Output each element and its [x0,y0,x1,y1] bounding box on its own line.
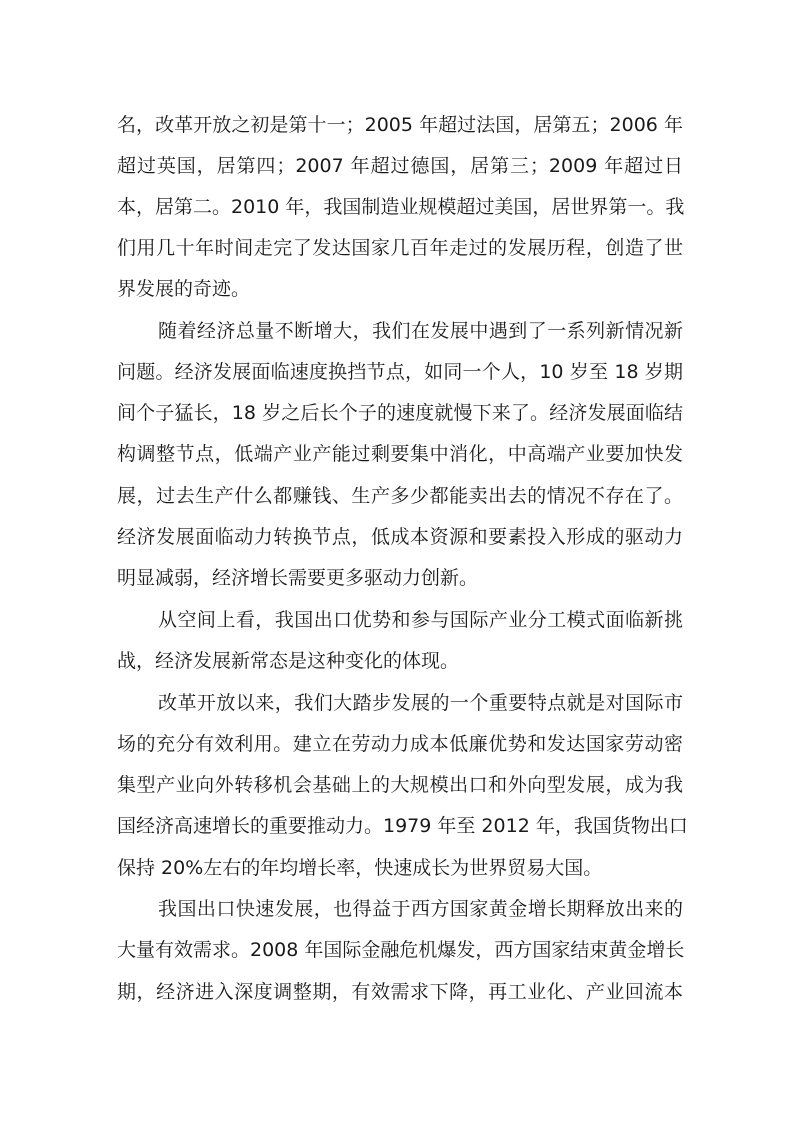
text-line: 大量有效需求。2008 年国际金融危机爆发，西方国家结束黄金增长 [117,939,685,961]
text-line: 经济发展面临动力转换节点，低成本资源和要素投入形成的驱动力 [117,526,683,548]
text-line: 构调整节点，低端产业产能过剩要集中消化，中高端产业要加快发 [117,443,683,465]
text-line: 间个子猛长，18 岁之后长个子的速度就慢下来了。经济发展面临结 [117,402,683,424]
text-line: 我国出口快速发展，也得益于西方国家黄金增长期释放出来的 [158,898,683,920]
text-line: 展，过去生产什么都赚钱、生产多少都能卖出去的情况不存在了。 [117,485,683,507]
text-line: 期，经济进入深度调整期，有效需求下降，再工业化、产业回流本 [117,981,683,1003]
text-line: 界发展的奇迹。 [117,278,251,300]
text-line: 国经济高速增长的重要推动力。1979 年至 2012 年，我国货物出口 [117,815,688,837]
text-line: 从空间上看，我国出口优势和参与国际产业分工模式面临新挑 [158,609,683,631]
text-line: 集型产业向外转移机会基础上的大规模出口和外向型发展，成为我 [117,774,683,796]
text-line: 保持 20%左右的年均增长率，快速成长为世界贸易大国。 [117,857,603,879]
text-line: 本，居第二。2010 年，我国制造业规模超过美国，居世界第一。我 [117,196,685,218]
text-line: 名，改革开放之初是第十一；2005 年超过法国，居第五；2006 年 [117,114,683,136]
text-line: 超过英国，居第四；2007 年超过德国，居第三；2009 年超过日 [117,155,683,177]
text-line: 问题。经济发展面临速度换挡节点，如同一个人，10 岁至 18 岁期 [117,361,683,383]
text-line: 场的充分有效利用。建立在劳动力成本低廉优势和发达国家劳动密 [117,733,683,755]
text-line: 战，经济发展新常态是这种变化的体现。 [117,650,460,672]
text-line: 改革开放以来，我们大踏步发展的一个重要特点就是对国际市 [158,692,683,714]
text-line: 随着经济总量不断增大，我们在发展中遇到了一系列新情况新 [158,320,683,342]
text-line: 明显减弱，经济增长需要更多驱动力创新。 [117,567,479,589]
text-line: 们用几十年时间走完了发达国家几百年走过的发展历程，创造了世 [117,237,683,259]
